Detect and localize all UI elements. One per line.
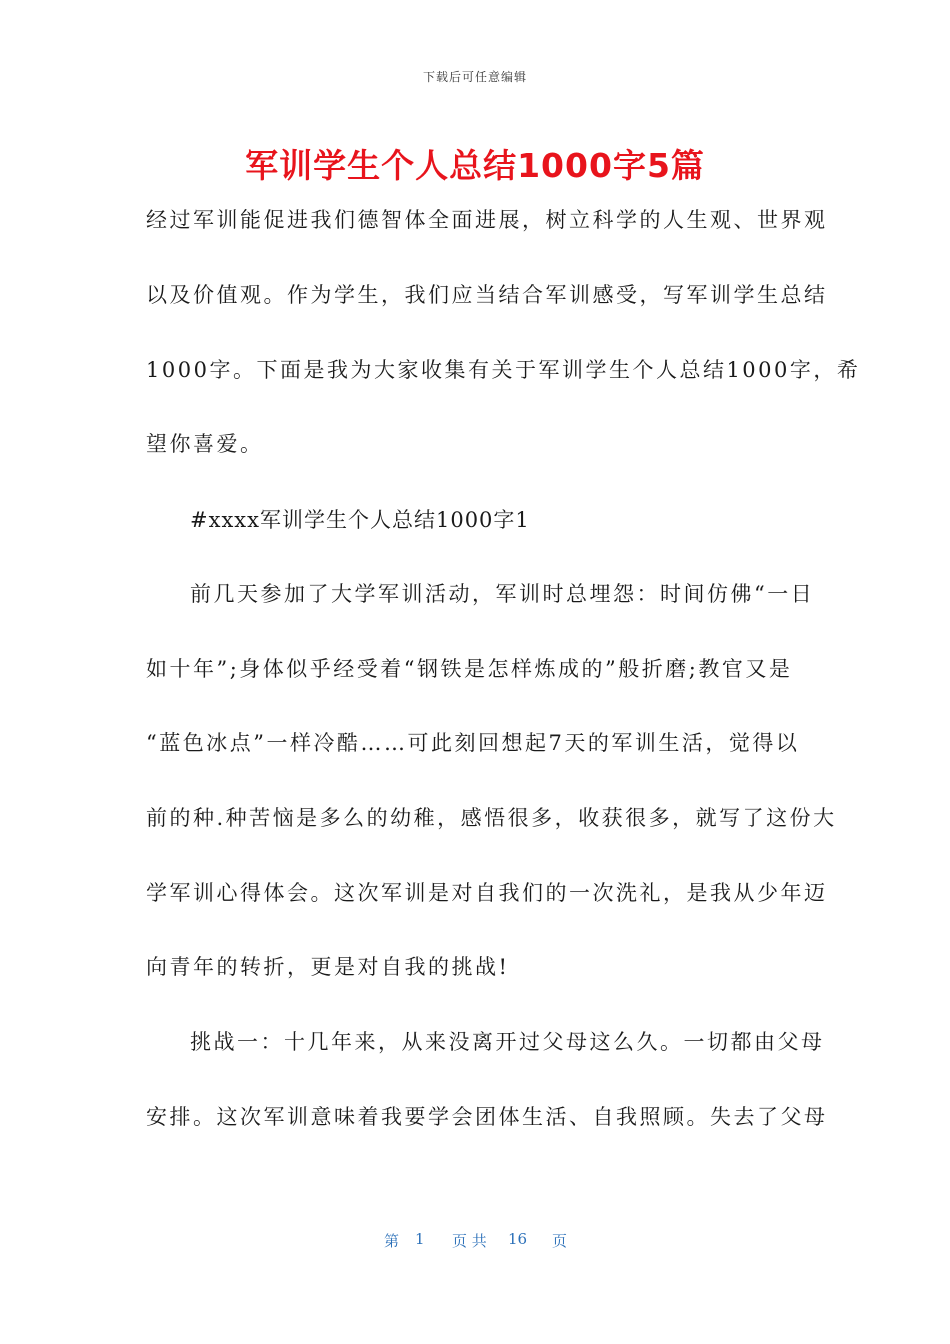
body-line: 挑战一：十几年来，从来没离开过父母这么久。一切都由父母	[190, 1030, 825, 1054]
body-line: 经过军训能促进我们德智体全面进展，树立科学的人生观、世界观	[146, 208, 828, 232]
body-line: 以及价值观。作为学生，我们应当结合军训感受，写军训学生总结	[146, 283, 828, 307]
body-line: 向青年的转折，更是对自我的挑战!	[146, 955, 510, 979]
footer-label-end: 页	[552, 1232, 568, 1250]
body-line: “蓝色冰点”一样冷酷……可此刻回想起7天的军训生活，觉得以	[146, 731, 800, 755]
header-note: 下载后可任意编辑	[422, 70, 527, 84]
body-line: 学军训心得体会。这次军训是对自我们的一次洗礼，是我从少年迈	[146, 881, 828, 905]
body-line: 如十年”;身体似乎经受着“钢铁是怎样炼成的”般折磨;教官又是	[146, 657, 793, 681]
footer-total-pages: 16	[508, 1230, 528, 1248]
body-line: 1000字。下面是我为大家收集有关于军训学生个人总结1000字，希	[146, 358, 861, 382]
body-line: 安排。这次军训意味着我要学会团体生活、自我照顾。失去了父母	[146, 1105, 828, 1129]
body-line: 前几天参加了大学军训活动，军训时总埋怨：时间仿佛“一日	[190, 582, 815, 606]
body-line: 望你喜爱。	[146, 432, 264, 456]
footer-label-of: 页 共	[452, 1232, 487, 1250]
footer-label-page: 第	[384, 1232, 400, 1250]
body-line: 前的种.种苦恼是多么的幼稚，感悟很多，收获很多，就写了这份大	[146, 806, 837, 830]
footer-page-number: 1	[415, 1230, 425, 1248]
document-title: 军训学生个人总结1000字5篇	[245, 146, 705, 185]
section-heading: #xxxx军训学生个人总结1000字1	[190, 508, 530, 532]
